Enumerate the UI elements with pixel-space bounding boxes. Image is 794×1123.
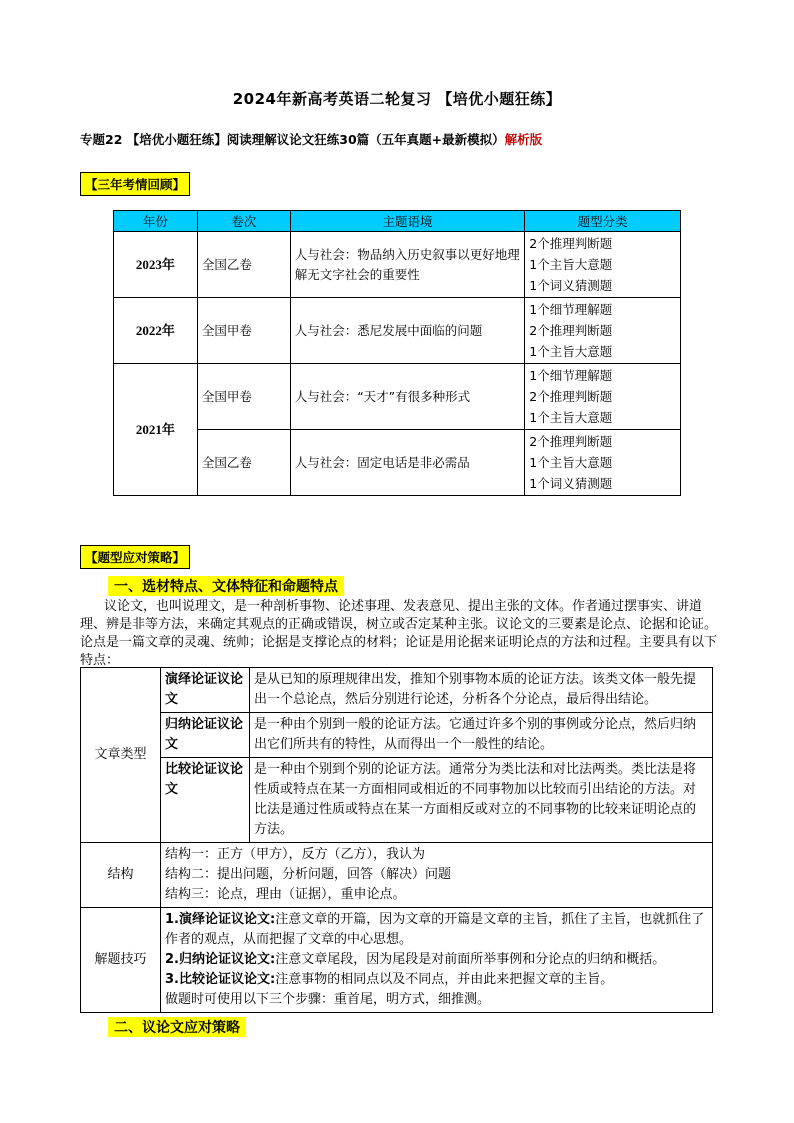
tip-prefix: 2.归纳论证议论文:	[165, 952, 276, 967]
tip-item	[165, 970, 708, 990]
types-cell	[525, 364, 681, 430]
structure-label: 结构	[81, 843, 161, 908]
table-row	[81, 758, 713, 843]
article-type-desc: 是一种由个别到一般的论证方法。它通过许多个别的事例或分论点，然后归纳出它们所共有的特性，从而得出一个一般性的结论。	[250, 713, 713, 758]
paper-cell: 全国甲卷	[197, 364, 290, 430]
structure-item: 结构二：提出问题，分析问题，回答（解决）问题	[165, 867, 452, 882]
paper-cell: 全国乙卷	[197, 232, 290, 298]
tip-text: 注意事物的相同点以及不同点，并由此来把握文章的主旨。	[275, 972, 614, 987]
page-subtitle	[80, 130, 542, 148]
table-row	[81, 713, 713, 758]
table-row	[114, 232, 681, 298]
tip-item	[165, 910, 708, 950]
structure-item: 结构三：论点，理由（证据），重申论点。	[165, 887, 406, 902]
tips-cell	[161, 908, 713, 1013]
tips-label: 解题技巧	[81, 908, 161, 1013]
table-row	[114, 364, 681, 430]
tip-item	[165, 950, 708, 970]
article-type-name: 演绎论证议论文	[161, 668, 250, 713]
types-cell	[525, 298, 681, 364]
theme-cell: 人与社会：固定电话是非必需品	[290, 430, 525, 496]
tip-text: 注意文章的开篇，因为文章的开篇是文章的主旨，抓住了主旨，也就抓住了作者的观点，从而把握了文章的中心思想。	[165, 912, 705, 947]
type-item: 1个主旨大意题	[529, 410, 613, 425]
article-types-label: 文章类型	[81, 668, 161, 843]
article-type-desc: 是一种由个别到个别的论证方法。通常分为类比法和对比法两类。类比法是将性质或特点在某一方面相同或相近的不同事物加以比较而引出结论的方法。对比法是通过性质或特点在某一方面相反或对立的不同事物的比较来证明论点的方法。	[250, 758, 713, 843]
tip-prefix: 1.演绎论证议论文:	[165, 912, 276, 927]
tips-footer: 做题时可使用以下三个步骤：重首尾，明方式，细推测。	[165, 992, 491, 1007]
header-theme: 主题语境	[290, 211, 525, 232]
subtitle-main: 专题22 【培优小题狂练】阅读理解议论文狂练30篇（五年真题+最新模拟）	[80, 132, 505, 147]
types-cell	[525, 232, 681, 298]
paper-cell: 全国乙卷	[197, 430, 290, 496]
types-cell	[525, 430, 681, 496]
structure-cell	[161, 843, 713, 908]
type-item: 2个推理判断题	[529, 434, 613, 449]
type-item: 2个推理判断题	[529, 236, 613, 251]
theme-cell: 人与社会：“天才”有很多种形式	[290, 364, 525, 430]
type-item: 1个词义猜测题	[529, 476, 613, 491]
theme-cell: 人与社会：悉尼发展中面临的问题	[290, 298, 525, 364]
structure-item: 结构一：正方（甲方），反方（乙方），我认为	[165, 847, 426, 862]
type-item: 2个推理判断题	[529, 323, 613, 338]
subtitle-tag: 解析版	[504, 132, 543, 147]
tip-prefix: 3.比较论证议论文:	[165, 972, 276, 987]
article-type-name: 比较论证议论文	[161, 758, 250, 843]
paper-cell: 全国甲卷	[197, 298, 290, 364]
section-heading-1: 一、选材特点、文体特征和命题特点	[108, 576, 344, 596]
article-type-name: 归纳论证议论文	[161, 713, 250, 758]
header-paper: 卷次	[197, 211, 290, 232]
table-row	[81, 668, 713, 713]
table-row	[114, 298, 681, 364]
header-year: 年份	[114, 211, 198, 232]
section-label-strategy: 【题型应对策略】	[80, 545, 190, 569]
table-row	[81, 843, 713, 908]
type-item: 1个主旨大意题	[529, 455, 613, 470]
type-item: 1个主旨大意题	[529, 344, 613, 359]
year-cell: 2023年	[114, 232, 198, 298]
year-cell: 2021年	[114, 364, 198, 496]
table-row	[81, 908, 713, 1013]
header-question-types: 题型分类	[525, 211, 681, 232]
type-item: 1个主旨大意题	[529, 257, 613, 272]
section-heading-2: 二、议论文应对策略	[108, 1017, 246, 1037]
exam-review-table	[113, 210, 681, 496]
year-cell: 2022年	[114, 298, 198, 364]
article-type-desc: 是从已知的原理规律出发，推知个别事物本质的论证方法。该类文体一般先提出一个总论点，然后分别进行论述，分析各个分论点，最后得出结论。	[250, 668, 713, 713]
type-item: 1个细节理解题	[529, 368, 613, 383]
page-title: 2024年新高考英语二轮复习 【培优小题狂练】	[232, 90, 562, 108]
intro-paragraph: 议论文，也叫说理文，是一种剖析事物、论述事理、发表意见、提出主张的文体。作者通过摆事实、讲道理、辨是非等方法，来确定其观点的正确或错误，树立或否定某种主张。议论文的三要素是论点、论据和论证。论点是一篇文章的灵魂、统帅；论据是支撑论点的材料；论证是用论据来证明论点的方法和过程。主要具有以下特点：	[80, 599, 718, 668]
tip-text: 注意文章尾段，因为尾段是对前面所举事例和分论点的归纳和概括。	[275, 952, 666, 967]
theme-cell: 人与社会：物品纳入历史叙事以更好地理解无文字社会的重要性	[290, 232, 525, 298]
table-header-row	[114, 211, 681, 232]
type-item: 1个词义猜测题	[529, 278, 613, 293]
strategy-table	[80, 667, 713, 1013]
table-row	[114, 430, 681, 496]
type-item: 1个细节理解题	[529, 302, 613, 317]
section-label-review: 【三年考情回顾】	[80, 172, 190, 196]
type-item: 2个推理判断题	[529, 389, 613, 404]
